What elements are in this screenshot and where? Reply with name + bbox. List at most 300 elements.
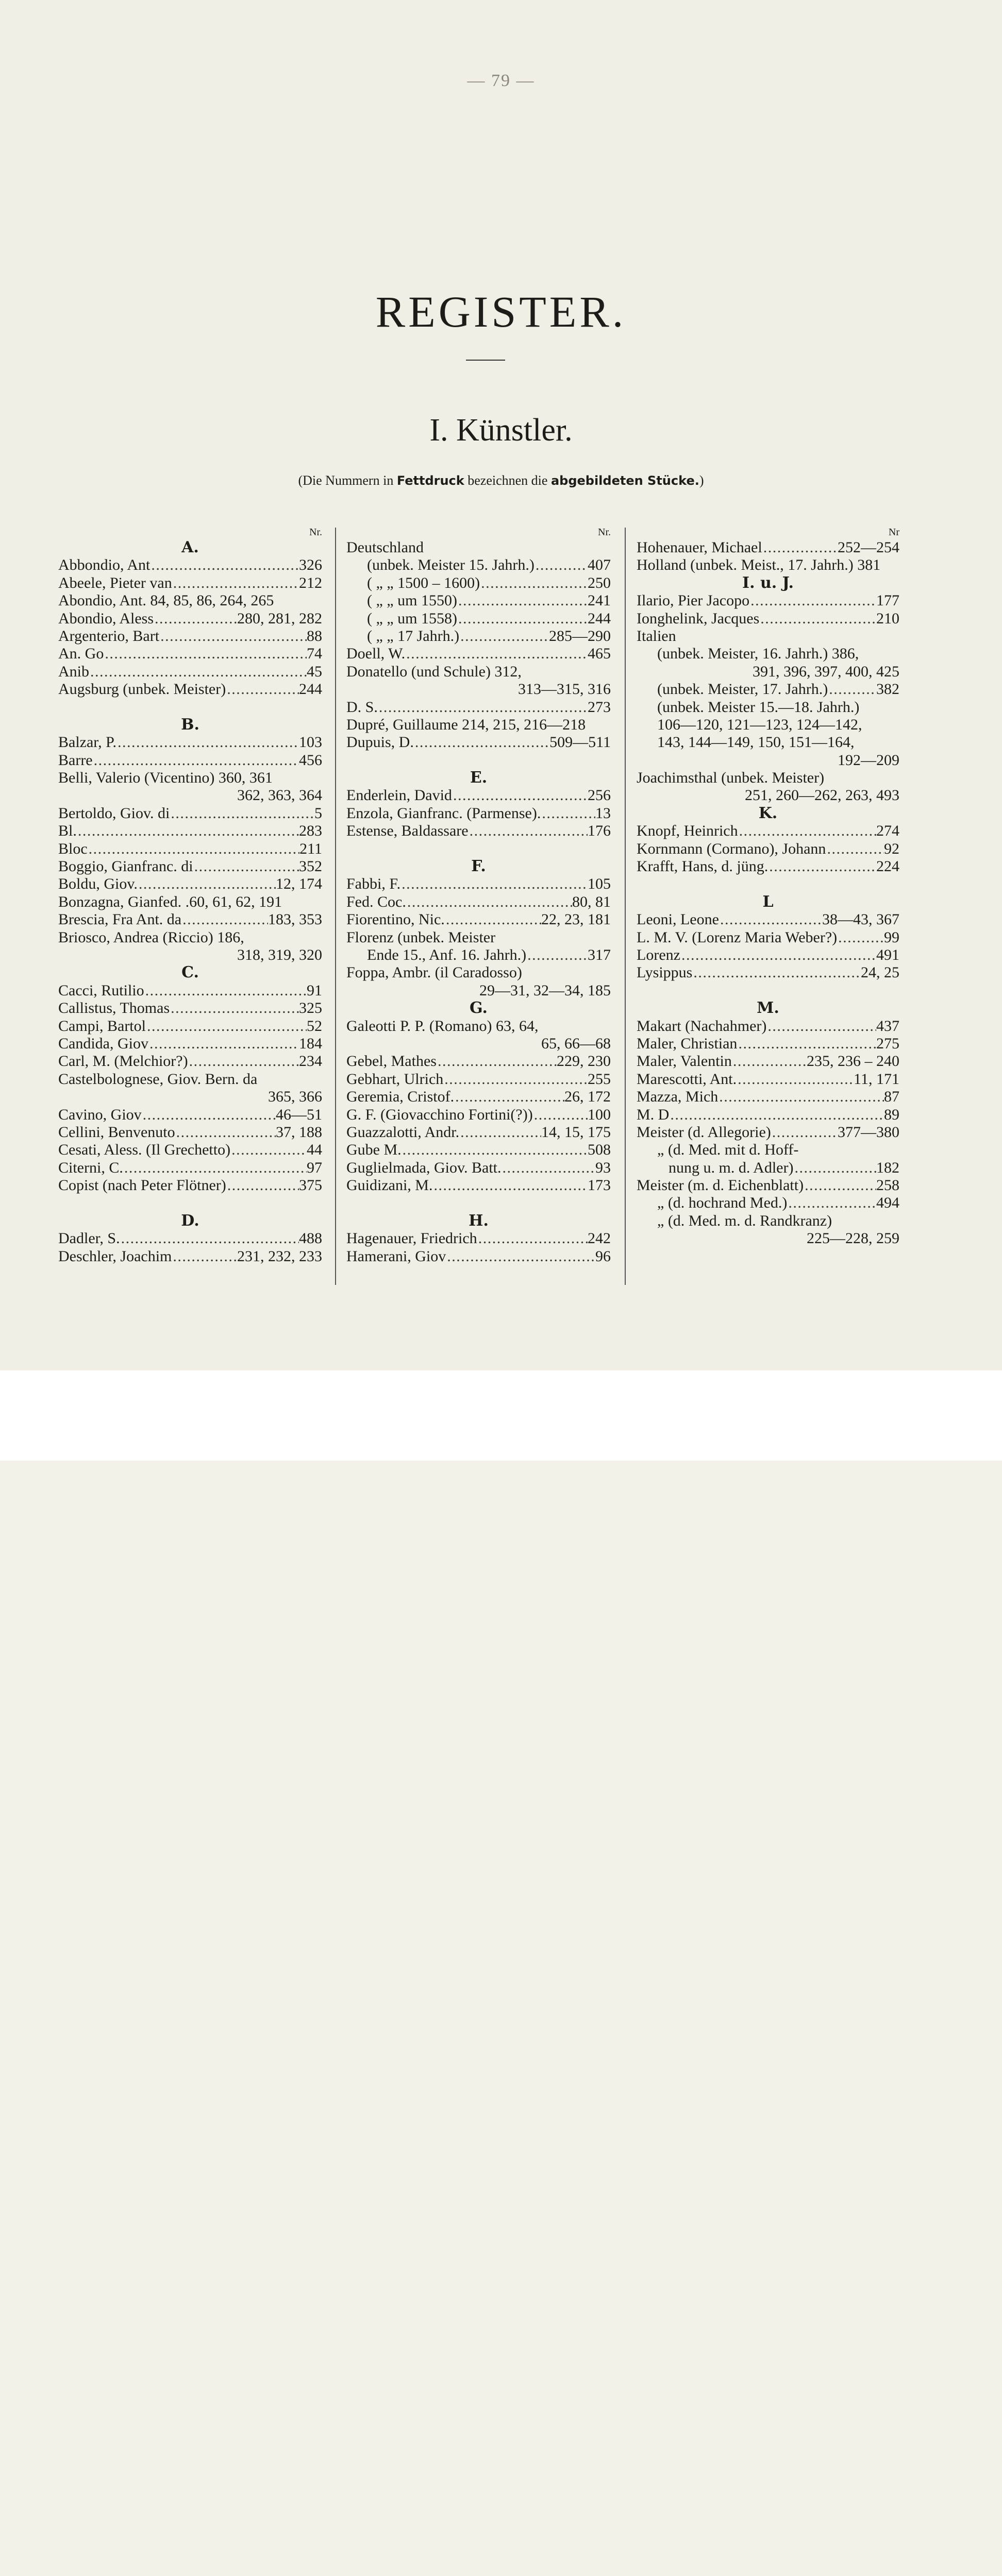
index-entry — [346, 929, 611, 946]
column-divider — [625, 528, 626, 1285]
index-entry — [637, 1177, 899, 1194]
entry-numbers: 46—51 — [276, 1106, 322, 1123]
dot-leader — [405, 645, 588, 663]
dot-leader — [457, 592, 588, 609]
note-bold-2: abgebildeten Stücke. — [550, 473, 699, 488]
entry-name: (unbek. Meister 15. Jahrh.) — [367, 556, 535, 574]
index-entry — [58, 1124, 322, 1141]
dot-leader — [406, 893, 572, 911]
index-entry — [346, 1071, 611, 1088]
entry-numbers: 74 — [307, 645, 322, 663]
entry-numbers: 234 — [299, 1053, 322, 1070]
entry-continuation — [58, 787, 322, 804]
entry-numbers: 508 — [588, 1141, 611, 1159]
dot-leader — [150, 556, 299, 574]
dot-leader — [437, 1053, 557, 1070]
entry-name: Balzar, P. — [58, 734, 116, 751]
index-entry — [346, 645, 611, 663]
dot-leader — [502, 1159, 596, 1177]
index-entry — [58, 681, 322, 698]
entry-numbers: 13 — [595, 804, 611, 822]
entry-numbers: 37, 188 — [276, 1123, 322, 1141]
dot-leader — [719, 911, 822, 928]
spacer — [346, 840, 611, 858]
entry-numbers: 352 — [299, 858, 322, 875]
index-entry — [58, 1159, 322, 1177]
entry-name: Marescotti, Ant. — [637, 1070, 737, 1088]
entry-name: Abbondio, Ant — [58, 556, 151, 574]
entry-name: Meister (d. Allegorie) — [637, 1123, 771, 1141]
dot-leader — [123, 1159, 307, 1177]
entry-continuation — [637, 752, 899, 769]
entry-name: Ionghelink, Jacques — [637, 609, 760, 627]
index-entry — [637, 539, 899, 556]
index-entry — [346, 1053, 611, 1070]
entry-name: nung u. m. d. Adler) — [669, 1159, 794, 1176]
index-entry — [58, 1053, 322, 1070]
entry-name: Deschler, Joachim — [58, 1247, 172, 1265]
dot-leader — [154, 610, 237, 628]
index-entry — [346, 1088, 611, 1106]
index-entry — [58, 592, 322, 609]
index-entry — [637, 858, 899, 875]
index-entry — [637, 610, 899, 628]
index-entry — [58, 574, 322, 592]
index-entry — [637, 645, 899, 663]
dot-leader — [226, 681, 299, 698]
index-entry — [58, 1071, 322, 1088]
dot-leader — [766, 1018, 876, 1035]
entry-name: Lysippus — [637, 964, 693, 981]
index-entry — [58, 1106, 322, 1124]
entry-numbers: 93 — [595, 1159, 611, 1176]
entry-numbers: 255 — [588, 1070, 611, 1088]
entry-name: Dadler, S. — [58, 1230, 120, 1247]
entry-numbers: 192—209 — [838, 751, 899, 769]
dot-leader — [533, 1106, 588, 1124]
entry-name: Guglielmada, Giov. Batt. — [346, 1159, 502, 1176]
index-entry — [346, 592, 611, 609]
entry-name: D. S. — [346, 698, 378, 716]
entry-name: Joachimsthal (unbek. Meister) — [637, 769, 825, 787]
entry-continuation — [58, 1088, 322, 1106]
index-entry — [637, 1071, 899, 1088]
index-entry — [58, 556, 322, 574]
spacer — [346, 752, 611, 769]
dot-leader — [732, 1053, 807, 1070]
index-entry — [346, 1230, 611, 1247]
entry-continuation — [58, 946, 322, 964]
title-rule — [466, 360, 505, 361]
entry-numbers: 88 — [307, 627, 322, 645]
letter-heading: M. — [757, 999, 779, 1018]
dot-leader — [432, 1177, 588, 1194]
entry-name: An. Go — [58, 645, 104, 663]
entry-name: ( „ „ um 1550) — [367, 592, 457, 609]
entry-name: Bl. — [58, 822, 77, 840]
entry-numbers: 275 — [876, 1035, 899, 1052]
dot-leader — [541, 805, 595, 822]
entry-numbers: 103 — [299, 734, 322, 751]
entry-name: L. M. V. (Lorenz Maria Weber?) — [637, 928, 838, 946]
index-entry — [346, 893, 611, 911]
entry-name: Augsburg (unbek. Meister) — [58, 681, 226, 698]
dot-leader — [526, 946, 588, 964]
entry-numbers: 229, 230 — [557, 1053, 611, 1070]
dot-leader — [477, 1230, 588, 1247]
entry-name: Bloc — [58, 840, 88, 857]
index-entry — [346, 1018, 611, 1035]
entry-numbers: 231, 232, 233 — [237, 1247, 322, 1265]
entry-numbers: 24, 25 — [861, 964, 899, 981]
entry-name: Ilario, Pier Jacopo — [637, 592, 750, 609]
index-entry — [58, 1035, 322, 1053]
spacer — [346, 1194, 611, 1212]
dot-leader — [738, 822, 876, 840]
index-entry — [637, 1212, 899, 1230]
index-entry — [637, 734, 899, 751]
entry-numbers: 250 — [588, 574, 611, 591]
entry-numbers: 173 — [588, 1177, 611, 1194]
entry-numbers: 176 — [588, 822, 611, 840]
index-entry — [346, 1106, 611, 1124]
entry-numbers: 244 — [299, 681, 322, 698]
entry-name: Callistus, Thomas — [58, 999, 170, 1017]
letter-heading: E. — [470, 769, 488, 787]
entry-numbers: 5 — [314, 804, 322, 822]
dot-leader — [837, 929, 884, 946]
dot-leader — [104, 645, 307, 663]
index-entry — [346, 734, 611, 751]
index-entry — [637, 716, 899, 734]
dot-leader — [93, 752, 299, 769]
note-bold-1: Fettdruck — [396, 473, 464, 488]
entry-name: Briosco, Andrea (Riccio) 186, — [58, 928, 244, 946]
dot-leader — [116, 734, 299, 751]
entry-continuation — [637, 1230, 899, 1247]
entry-name: ( „ „ um 1558) — [367, 609, 457, 627]
entry-name: Galeotti P. P. (Romano) 63, 64, — [346, 1017, 539, 1035]
dot-leader — [787, 1194, 876, 1212]
dot-leader — [175, 1124, 276, 1141]
index-entry — [346, 1177, 611, 1194]
dot-leader — [828, 681, 876, 698]
dot-leader — [669, 1106, 884, 1124]
entry-numbers: 283 — [299, 822, 322, 840]
dot-leader — [469, 822, 588, 840]
dot-leader — [172, 574, 299, 592]
entry-name: Cesati, Aless. (Il Grechetto) — [58, 1141, 231, 1159]
entry-numbers: 212 — [299, 574, 322, 591]
dot-leader — [737, 1035, 876, 1053]
entry-name: Hagenauer, Friedrich — [346, 1230, 477, 1247]
dot-leader — [170, 999, 299, 1017]
entry-name: (unbek. Meister, 17. Jahrh.) — [657, 681, 828, 698]
entry-numbers: 22, 23, 181 — [541, 911, 611, 928]
spacer — [58, 699, 322, 716]
entry-numbers: 183, 353 — [268, 911, 322, 928]
entry-name: Abeele, Pieter van — [58, 574, 172, 591]
page-title: REGISTER. — [375, 287, 627, 336]
dot-leader — [402, 1141, 588, 1159]
index-entry — [58, 1141, 322, 1159]
letter-heading: A. — [181, 538, 199, 556]
dot-leader — [826, 840, 884, 858]
entry-numbers: 365, 366 — [268, 1088, 322, 1106]
entry-numbers: 100 — [588, 1106, 611, 1123]
entry-name: Campi, Bartol — [58, 1017, 146, 1035]
dot-leader — [148, 1035, 299, 1053]
dot-leader — [454, 1088, 564, 1106]
index-column-3 — [637, 526, 899, 1248]
entry-numbers: 241 — [588, 592, 611, 609]
entry-numbers: 256 — [588, 787, 611, 804]
entry-name: Deutschland — [346, 539, 424, 556]
entry-name: Foppa, Ambr. (il Caradosso) — [346, 964, 522, 981]
letter-heading: D. — [181, 1211, 199, 1230]
entry-name: Maler, Valentin — [637, 1053, 732, 1070]
index-entry — [346, 628, 611, 645]
entry-numbers: 52 — [307, 1017, 322, 1035]
entry-numbers: 44 — [307, 1141, 322, 1159]
index-entry — [58, 1177, 322, 1194]
index-entry — [346, 805, 611, 822]
entry-numbers: 89 — [884, 1106, 899, 1123]
spacer — [637, 982, 899, 999]
dot-leader — [718, 1088, 884, 1106]
dot-leader — [737, 1071, 854, 1088]
index-column-2 — [346, 526, 611, 1265]
entry-name: 143, 144—149, 150, 151—164, — [657, 734, 855, 751]
entry-name: Anib — [58, 663, 89, 680]
index-entry — [346, 822, 611, 840]
entry-numbers: 12, 174 — [276, 875, 322, 893]
index-entry — [346, 610, 611, 628]
letter-heading: H. — [469, 1211, 489, 1230]
index-entry — [58, 999, 322, 1017]
entry-name: G. F. (Giovacchino Fortini(?)) — [346, 1106, 533, 1123]
entry-numbers: 210 — [876, 609, 899, 627]
entry-numbers: 11, 171 — [854, 1070, 899, 1088]
entry-name: Bertoldo, Giov. di — [58, 804, 170, 822]
entry-numbers: 317 — [588, 946, 611, 963]
dot-leader — [172, 1248, 237, 1265]
letter-heading: F. — [471, 857, 486, 876]
index-entry — [637, 1159, 899, 1177]
index-entry — [58, 911, 322, 928]
entry-numbers: 494 — [876, 1194, 899, 1212]
index-entry — [346, 946, 611, 964]
entry-numbers: 105 — [588, 875, 611, 893]
entry-numbers: 99 — [884, 928, 899, 946]
entry-numbers: 38—43, 367 — [822, 911, 899, 928]
index-entry — [346, 1248, 611, 1265]
dot-leader — [142, 1106, 276, 1124]
entry-numbers: 362, 363, 364 — [237, 787, 322, 804]
index-entry — [637, 769, 899, 787]
dot-leader — [457, 610, 588, 628]
entry-name: „ (d. Med. m. d. Randkranz) — [657, 1212, 832, 1229]
entry-name: (unbek. Meister, 16. Jahrh.) 386, — [657, 645, 859, 663]
index-entry — [637, 1106, 899, 1124]
entry-numbers: 465 — [588, 645, 611, 663]
entry-name: Citerni, C. — [58, 1159, 123, 1176]
dot-leader — [692, 964, 861, 981]
entry-name: „ (d. Med. mit d. Hoff- — [657, 1141, 799, 1159]
entry-numbers: 391, 396, 397, 400, 425 — [753, 663, 899, 680]
entry-name: Cavino, Giov — [58, 1106, 142, 1123]
dot-leader — [762, 539, 838, 556]
letter-heading: I. u. J. — [742, 573, 794, 592]
entry-numbers: 258 — [876, 1177, 899, 1194]
entry-numbers: 244 — [588, 609, 611, 627]
dot-leader — [771, 1124, 838, 1141]
index-entry — [58, 663, 322, 681]
index-entry — [346, 787, 611, 804]
nr-header: Nr — [888, 527, 899, 538]
index-entry — [58, 1018, 322, 1035]
index-entry — [58, 734, 322, 751]
entry-name: Knopf, Heinrich — [637, 822, 738, 840]
letter-heading: C. — [181, 963, 199, 982]
index-entry — [346, 1159, 611, 1177]
entry-name: ( „ „ 1500 – 1600) — [367, 574, 480, 591]
index-entry — [346, 911, 611, 928]
index-entry — [637, 1124, 899, 1141]
index-entry — [58, 982, 322, 999]
dot-leader — [181, 911, 268, 928]
nr-header: Nr. — [309, 527, 322, 538]
section-heading: I. Künstler. — [429, 413, 573, 448]
library-footer — [0, 1370, 1002, 1461]
dot-leader — [443, 1071, 588, 1088]
dot-leader — [768, 858, 876, 875]
index-entry — [637, 1088, 899, 1106]
letter-heading: L — [762, 892, 774, 911]
entry-numbers: 488 — [299, 1230, 322, 1247]
entry-numbers: 375 — [299, 1177, 322, 1194]
dot-leader — [120, 1230, 299, 1247]
dot-leader — [759, 610, 876, 628]
entry-name: (unbek. Meister 15.—18. Jahrh.) — [657, 698, 860, 716]
note-middle: bezeichnen die — [467, 473, 548, 488]
dot-leader — [793, 1159, 876, 1177]
entry-continuation — [637, 787, 899, 804]
dot-leader — [159, 628, 307, 645]
entry-name: Candida, Giov — [58, 1035, 148, 1052]
dot-leader — [749, 592, 876, 609]
entry-name: Dupré, Guillaume 214, 215, 216—218 — [346, 716, 586, 733]
entry-name: Guidizani, M. — [346, 1177, 433, 1194]
index-entry — [637, 592, 899, 609]
index-entry — [58, 822, 322, 840]
dot-leader — [680, 946, 876, 964]
entry-name: Donatello (und Schule) 312, — [346, 663, 522, 680]
entry-numbers: 87 — [884, 1088, 899, 1106]
index-entry — [637, 1053, 899, 1070]
index-entry — [58, 1248, 322, 1265]
entry-numbers: 318, 319, 320 — [237, 946, 322, 963]
index-entry — [58, 875, 322, 893]
entry-name: M. D — [637, 1106, 670, 1123]
entry-numbers: 326 — [299, 556, 322, 574]
entry-numbers: 184 — [299, 1035, 322, 1052]
entry-name: Castelbolognese, Giov. Bern. da — [58, 1070, 258, 1088]
index-entry — [58, 858, 322, 875]
index-entry — [637, 628, 899, 645]
entry-name: Florenz (unbek. Meister — [346, 928, 496, 946]
entry-numbers: 80, 81 — [572, 893, 611, 910]
entry-name: Brescia, Fra Ant. da — [58, 911, 182, 928]
index-entry — [637, 822, 899, 840]
entry-name: ( „ „ 17 Jahrh.) — [367, 627, 460, 645]
index-entry — [637, 840, 899, 858]
entry-name: Doell, W. — [346, 645, 406, 663]
entry-numbers: 224 — [876, 858, 899, 875]
entry-numbers: 182 — [876, 1159, 899, 1176]
index-entry — [637, 699, 899, 716]
entry-numbers: 242 — [588, 1230, 611, 1247]
entry-name: Copist (nach Peter Flötner) — [58, 1177, 226, 1194]
dot-leader — [535, 556, 588, 574]
entry-numbers: 92 — [884, 840, 899, 857]
dot-leader — [414, 734, 549, 751]
dot-leader — [400, 875, 588, 893]
entry-numbers: 14, 15, 175 — [541, 1123, 611, 1141]
dot-leader — [138, 875, 276, 893]
entry-numbers: 45 — [307, 663, 322, 680]
entry-numbers: 407 — [588, 556, 611, 574]
index-entry — [637, 681, 899, 698]
entry-name: Italien — [637, 627, 676, 645]
entry-name: Enzola, Gianfranc. (Parmense). — [346, 804, 541, 822]
spacer — [637, 875, 899, 893]
index-entry — [637, 1035, 899, 1053]
index-entry — [637, 911, 899, 928]
entry-numbers: 313—315, 316 — [518, 681, 611, 698]
entry-name: Carl, M. (Melchior?) — [58, 1053, 188, 1070]
entry-name: Enderlein, David — [346, 787, 452, 804]
letter-heading: B. — [181, 715, 199, 734]
entry-numbers: 456 — [299, 751, 322, 769]
entry-name: Abondio, Ant. 84, 85, 86, 264, 265 — [58, 592, 274, 609]
entry-name: Krafft, Hans, d. jüng. — [637, 858, 769, 875]
entry-name: Boggio, Gianfranc. di — [58, 858, 193, 875]
entry-name: „ (d. hochrand Med.) — [657, 1194, 788, 1212]
dot-leader — [170, 805, 314, 822]
entry-name: Kornmann (Cormano), Johann — [637, 840, 826, 857]
entry-numbers: 377—380 — [838, 1123, 899, 1141]
entry-name: Argenterio, Bart — [58, 627, 160, 645]
entry-name: Estense, Baldassare — [346, 822, 469, 840]
index-entry — [58, 929, 322, 946]
index-entry — [58, 645, 322, 663]
index-entry — [58, 769, 322, 787]
entry-continuation — [346, 681, 611, 698]
entry-numbers: 96 — [595, 1247, 611, 1265]
index-entry — [637, 964, 899, 981]
entry-name: Fiorentino, Nic. — [346, 911, 445, 928]
index-entry — [637, 946, 899, 964]
entry-name: Makart (Nachahmer) — [637, 1017, 767, 1035]
dot-leader — [89, 663, 307, 681]
dot-leader — [193, 858, 299, 875]
index-entry — [58, 628, 322, 645]
entry-name: Maler, Christian — [637, 1035, 738, 1052]
dot-leader — [144, 982, 307, 999]
dot-leader — [480, 574, 588, 592]
index-entry — [346, 574, 611, 592]
